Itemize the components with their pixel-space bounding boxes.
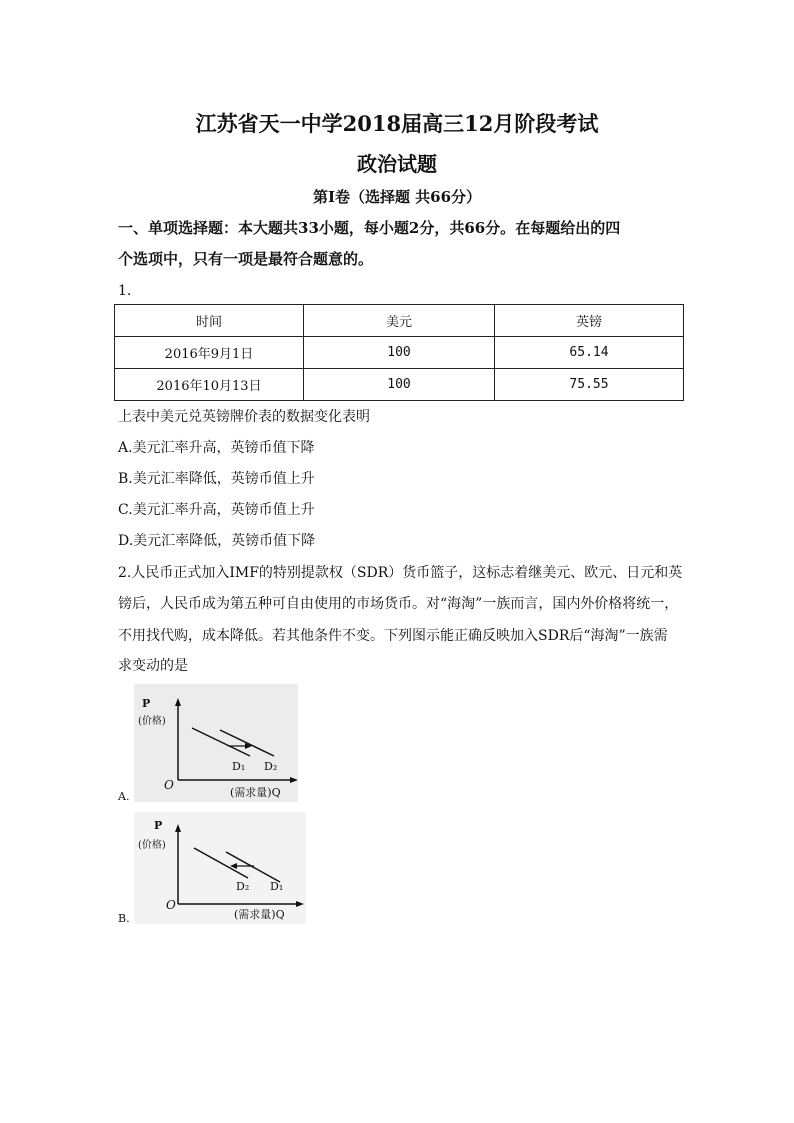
table-cell: 100: [304, 369, 495, 401]
y-axis-arrow: [175, 824, 181, 832]
q1-option-c: C.美元汇率升高，英镑币值上升: [118, 502, 315, 518]
table-header-row: [115, 305, 684, 337]
table-row: [115, 337, 684, 369]
y-axis-label: P: [154, 819, 163, 832]
q1-option-d: D.美元汇率降低，英镑币值下降: [118, 533, 316, 549]
curve-label-d1: D₁: [232, 760, 246, 773]
y-axis-arrow: [175, 698, 181, 706]
demand-graph-a: [134, 684, 298, 802]
section-title: 第Ⅰ卷（选择题 共66分）: [312, 188, 482, 206]
q2-stem-line-3: 不用找代购，成本降低。若其他条件不变。下列图示能正确反映加入SDR后“海淘”一族需: [118, 628, 668, 644]
table-header-cell: 时间: [115, 305, 304, 337]
table-cell: 2016年9月1日: [115, 337, 304, 369]
q2-stem-line-1: 2.人民币正式加入IMF的特别提款权（SDR）货币篮子，这标志着继美元、欧元、日元和英: [118, 565, 683, 581]
curve-label-d1: D₁: [270, 880, 284, 893]
table-header-cell: 美元: [304, 305, 495, 337]
q2-stem-line-2: 镑后，人民币成为第五种可自由使用的市场货币。对“海淘”一族而言，国内外价格将统一，: [118, 596, 679, 612]
exchange-rate-table: [114, 304, 684, 401]
demand-curve-d2: [194, 848, 248, 878]
q1-number: 1.: [118, 283, 132, 299]
subject-title: 政治试题: [357, 152, 437, 176]
y-axis-sublabel: (价格): [138, 716, 166, 727]
table-cell: 100: [304, 337, 495, 369]
origin-label: O: [166, 898, 176, 912]
curve-label-d2: D₂: [236, 880, 250, 893]
table-cell: 2016年10月13日: [115, 369, 304, 401]
graph-a-option-label: A.: [118, 790, 130, 803]
origin-label: O: [164, 778, 174, 792]
demand-curve-d1: [192, 728, 250, 756]
demand-graph-b: [134, 812, 306, 924]
x-axis-label: (需求量)Q: [230, 786, 281, 799]
table-row: [115, 369, 684, 401]
curve-label-d2: D₂: [264, 760, 278, 773]
q2-stem-line-4: 求变动的是: [118, 658, 188, 674]
x-axis-arrow: [296, 901, 304, 907]
table-cell: 75.55: [495, 369, 684, 401]
q1-stem: 上表中美元兑英镑牌价表的数据变化表明: [118, 409, 370, 425]
y-axis-sublabel: (价格): [138, 840, 166, 851]
graph-b-option-label: B.: [118, 912, 130, 925]
x-axis-arrow: [290, 777, 298, 783]
exam-title: 江苏省天一中学2018届高三12月阶段考试: [195, 111, 599, 136]
q1-option-b: B.美元汇率降低，英镑币值上升: [118, 471, 315, 487]
q1-option-a: A.美元汇率升高，英镑币值下降: [118, 440, 315, 456]
instructions-line-2: 个选项中，只有一项是最符合题意的。: [118, 250, 374, 268]
y-axis-label: P: [142, 697, 151, 710]
table-header-cell: 英镑: [495, 305, 684, 337]
demand-curve-d2: [220, 730, 274, 756]
x-axis-label: (需求量)Q: [234, 908, 285, 921]
table-cell: 65.14: [495, 337, 684, 369]
instructions-line-1: 一、单项选择题：本大题共33小题，每小题2分，共66分。在每题给出的四: [118, 219, 621, 237]
